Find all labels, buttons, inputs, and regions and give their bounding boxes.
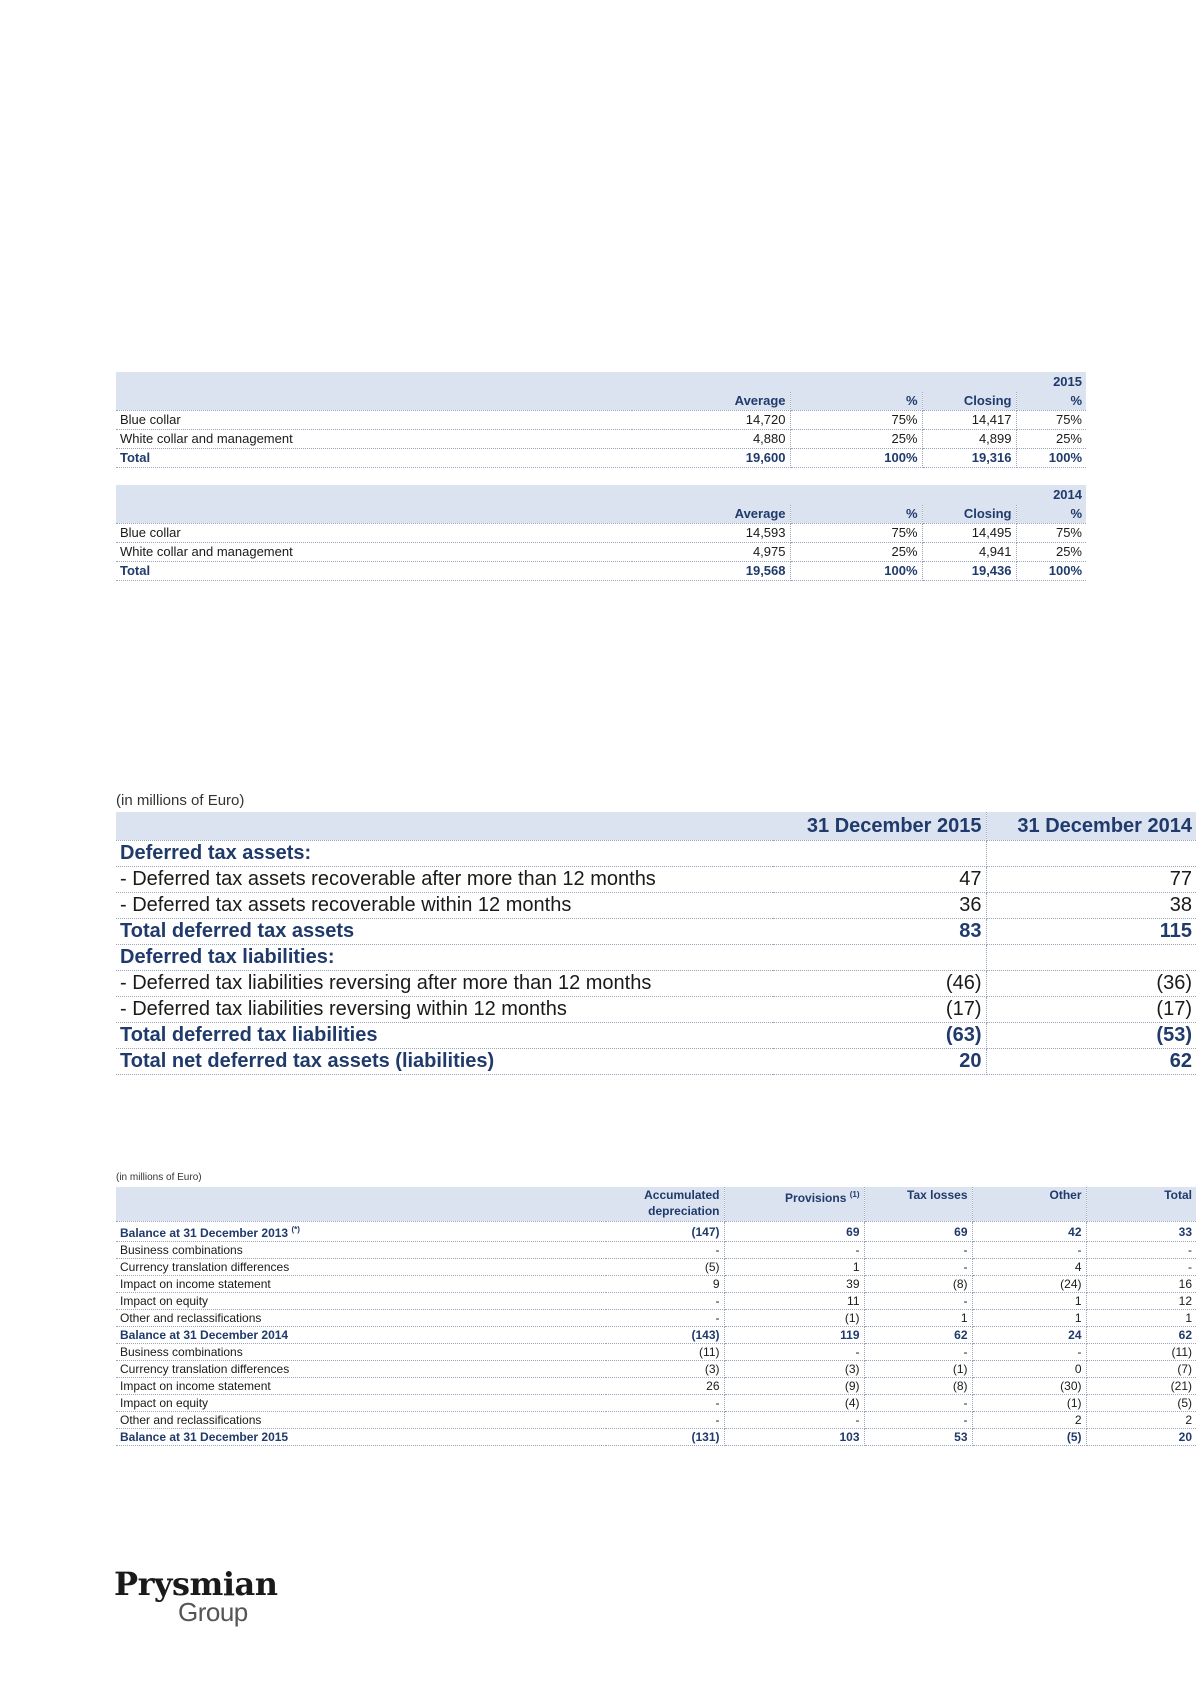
table-row: Impact on income statement 9 39 (8) (24) 16 [116, 1276, 1196, 1293]
table-row: Business combinations (11) - - - (11) [116, 1344, 1196, 1361]
table-row: Impact on income statement 26 (9) (8) (30) (21) [116, 1378, 1196, 1395]
table-row-total: Total deferred tax assets 83 115 [116, 919, 1196, 945]
balance-row: Balance at 31 December 2013 (*) (147) 69 69 42 33 [116, 1222, 1196, 1242]
col-average: Average [632, 392, 790, 411]
col-pct: % [1016, 505, 1086, 524]
balance-row: Balance at 31 December 2014 (143) 119 62 24 62 [116, 1327, 1196, 1344]
table-row: Currency translation differences (3) (3) (1) 0 (7) [116, 1361, 1196, 1378]
table-row: Impact on equity - 11 - 1 12 [116, 1293, 1196, 1310]
table-row: - Deferred tax assets recoverable within 12 months 36 38 [116, 893, 1196, 919]
table-row: - Deferred tax liabilities reversing within 12 months (17) (17) [116, 997, 1196, 1023]
table-row: Impact on equity - (4) - (1) (5) [116, 1395, 1196, 1412]
table-row: Business combinations - - - - - [116, 1242, 1196, 1259]
deferred-tax-table [116, 812, 1196, 1075]
col-dec-2014: 31 December 2014 [986, 812, 1196, 841]
workforce-table-2015 [116, 372, 1086, 468]
year-header: 2015 [1016, 372, 1086, 392]
section-heading: Deferred tax liabilities: [116, 945, 1196, 971]
table-row: Blue collar 14,720 75% 14,417 75% [116, 411, 1086, 430]
table-row: - Deferred tax assets recoverable after more than 12 months 47 77 [116, 867, 1196, 893]
col-closing: Closing [922, 392, 1016, 411]
col-pct: % [1016, 392, 1086, 411]
table-row-total: Total deferred tax liabilities (63) (53) [116, 1023, 1196, 1049]
col-total: Total [1086, 1187, 1196, 1222]
col-closing: Closing [922, 505, 1016, 524]
prysmian-logo [114, 1565, 278, 1627]
table-row: Other and reclassifications - (1) 1 1 1 [116, 1310, 1196, 1327]
col-average: Average [632, 505, 790, 524]
year-header: 2014 [1016, 485, 1086, 505]
table-row: Blue collar 14,593 75% 14,495 75% [116, 524, 1086, 543]
table-row: Other and reclassifications - - - 2 2 [116, 1412, 1196, 1429]
table-row-net-total: Total net deferred tax assets (liabilities) 20 62 [116, 1049, 1196, 1075]
col-accumulated-depreciation: Accumulated depreciation [606, 1187, 724, 1222]
table-row-total: Total 19,568 100% 19,436 100% [116, 562, 1086, 581]
logo-brand: Prysmian [114, 1565, 278, 1603]
col-tax-losses: Tax losses [864, 1187, 972, 1222]
col-provisions: Provisions $^{(1)}$ [724, 1187, 864, 1222]
col-pct: % [790, 505, 922, 524]
deferred-tax-caption: (in millions of Euro) [116, 792, 245, 809]
col-pct: % [790, 392, 922, 411]
col-other: Other [972, 1187, 1086, 1222]
col-dec-2015: 31 December 2015 [773, 812, 986, 841]
table-row: White collar and management 4,975 25% 4,941 25% [116, 543, 1086, 562]
movements-table [116, 1187, 1196, 1446]
section-heading: Deferred tax assets: [116, 841, 1196, 867]
movements-caption: (in millions of Euro) [116, 1172, 202, 1183]
table-row: White collar and management 4,880 25% 4,899 25% [116, 430, 1086, 449]
table-row-total: Total 19,600 100% 19,316 100% [116, 449, 1086, 468]
table-row: - Deferred tax liabilities reversing after more than 12 months (46) (36) [116, 971, 1196, 997]
workforce-table-2014 [116, 485, 1086, 581]
table-row: Currency translation differences (5) 1 - 4 - [116, 1259, 1196, 1276]
balance-row: Balance at 31 December 2015 (131) 103 53 (5) 20 [116, 1429, 1196, 1446]
logo-group: Group [178, 1597, 248, 1627]
